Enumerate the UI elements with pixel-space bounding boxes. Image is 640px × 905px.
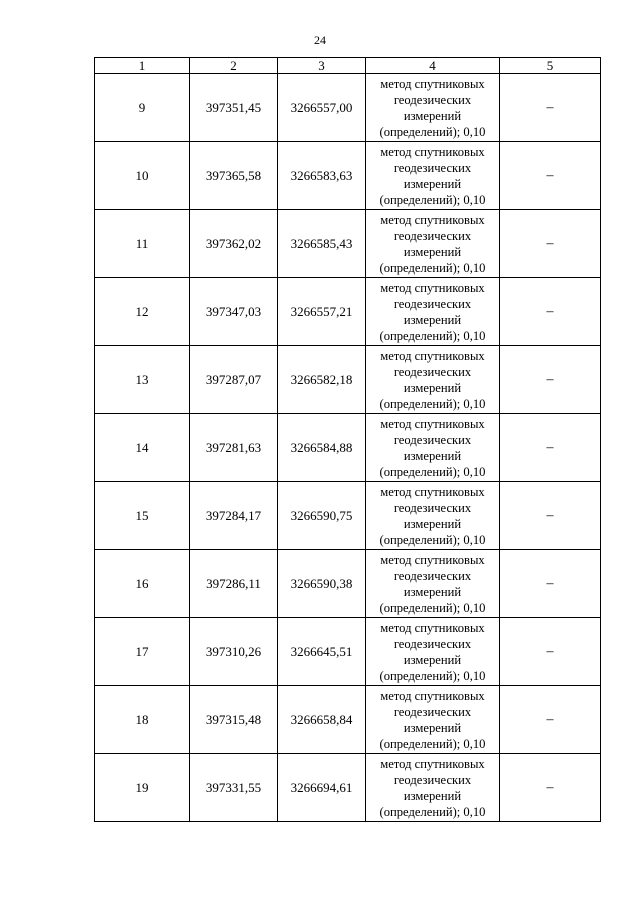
method-line: измерений	[403, 448, 462, 463]
method-line: (определений); 0,10	[379, 668, 486, 683]
method-line: (определений); 0,10	[379, 532, 486, 547]
method-line: метод спутниковых	[380, 484, 485, 499]
method-line: метод спутниковых	[380, 144, 485, 159]
method-line: метод спутниковых	[380, 416, 485, 431]
point-number-cell: 12	[95, 278, 190, 346]
point-number-cell: 11	[95, 210, 190, 278]
column-header: 4	[366, 58, 500, 74]
method-line: метод спутниковых	[380, 348, 485, 363]
method-cell	[366, 346, 500, 414]
method-cell	[366, 278, 500, 346]
note-cell: –	[500, 754, 601, 822]
x-coordinate-cell: 397331,55	[190, 754, 278, 822]
point-number-cell: 14	[95, 414, 190, 482]
table-row	[95, 550, 601, 618]
method-cell	[366, 618, 500, 686]
method-cell	[366, 686, 500, 754]
method-line: (определений); 0,10	[379, 260, 486, 275]
method-cell	[366, 550, 500, 618]
method-cell	[366, 482, 500, 550]
note-cell: –	[500, 278, 601, 346]
method-line: измерений	[403, 244, 462, 259]
method-cell	[366, 74, 500, 142]
method-cell	[366, 754, 500, 822]
coordinates-table	[94, 57, 601, 822]
method-line: измерений	[403, 788, 462, 803]
x-coordinate-cell: 397286,11	[190, 550, 278, 618]
method-line: геодезических	[393, 500, 472, 515]
table-row	[95, 142, 601, 210]
table-header-row	[95, 58, 601, 74]
method-line: измерений	[403, 176, 462, 191]
method-line: измерений	[403, 108, 462, 123]
table-row	[95, 686, 601, 754]
table-row	[95, 414, 601, 482]
method-line: геодезических	[393, 636, 472, 651]
column-header: 2	[190, 58, 278, 74]
method-line: (определений); 0,10	[379, 328, 486, 343]
note-cell: –	[500, 210, 601, 278]
x-coordinate-cell: 397351,45	[190, 74, 278, 142]
point-number-cell: 19	[95, 754, 190, 822]
column-header: 3	[278, 58, 366, 74]
column-header: 1	[95, 58, 190, 74]
point-number-cell: 17	[95, 618, 190, 686]
method-line: метод спутниковых	[380, 280, 485, 295]
method-line: метод спутниковых	[380, 212, 485, 227]
x-coordinate-cell: 397287,07	[190, 346, 278, 414]
method-line: метод спутниковых	[380, 620, 485, 635]
method-line: геодезических	[393, 704, 472, 719]
note-cell: –	[500, 482, 601, 550]
method-line: измерений	[403, 380, 462, 395]
table-row	[95, 482, 601, 550]
method-cell	[366, 414, 500, 482]
note-cell: –	[500, 618, 601, 686]
table-row	[95, 74, 601, 142]
y-coordinate-cell: 3266583,63	[278, 142, 366, 210]
method-line: геодезических	[393, 92, 472, 107]
method-line: геодезических	[393, 228, 472, 243]
y-coordinate-cell: 3266694,61	[278, 754, 366, 822]
method-line: (определений); 0,10	[379, 600, 486, 615]
method-line: (определений); 0,10	[379, 396, 486, 411]
y-coordinate-cell: 3266658,84	[278, 686, 366, 754]
y-coordinate-cell: 3266557,21	[278, 278, 366, 346]
table-row	[95, 618, 601, 686]
point-number-cell: 15	[95, 482, 190, 550]
table-row	[95, 278, 601, 346]
x-coordinate-cell: 397310,26	[190, 618, 278, 686]
note-cell: –	[500, 414, 601, 482]
note-cell: –	[500, 74, 601, 142]
method-line: (определений); 0,10	[379, 736, 486, 751]
method-cell	[366, 142, 500, 210]
table-row	[95, 754, 601, 822]
y-coordinate-cell: 3266582,18	[278, 346, 366, 414]
column-header: 5	[500, 58, 601, 74]
x-coordinate-cell: 397347,03	[190, 278, 278, 346]
method-line: геодезических	[393, 364, 472, 379]
method-cell	[366, 210, 500, 278]
method-line: (определений); 0,10	[379, 192, 486, 207]
note-cell: –	[500, 346, 601, 414]
method-line: (определений); 0,10	[379, 464, 486, 479]
table-row	[95, 346, 601, 414]
y-coordinate-cell: 3266584,88	[278, 414, 366, 482]
x-coordinate-cell: 397315,48	[190, 686, 278, 754]
method-line: метод спутниковых	[380, 552, 485, 567]
point-number-cell: 13	[95, 346, 190, 414]
table-row	[95, 210, 601, 278]
x-coordinate-cell: 397281,63	[190, 414, 278, 482]
method-line: измерений	[403, 652, 462, 667]
x-coordinate-cell: 397365,58	[190, 142, 278, 210]
method-line: метод спутниковых	[380, 76, 485, 91]
method-line: измерений	[403, 312, 462, 327]
method-line: (определений); 0,10	[379, 804, 486, 819]
point-number-cell: 18	[95, 686, 190, 754]
method-line: измерений	[403, 516, 462, 531]
y-coordinate-cell: 3266590,38	[278, 550, 366, 618]
y-coordinate-cell: 3266585,43	[278, 210, 366, 278]
note-cell: –	[500, 142, 601, 210]
point-number-cell: 10	[95, 142, 190, 210]
method-line: измерений	[403, 584, 462, 599]
x-coordinate-cell: 397284,17	[190, 482, 278, 550]
point-number-cell: 16	[95, 550, 190, 618]
method-line: геодезических	[393, 772, 472, 787]
method-line: геодезических	[393, 432, 472, 447]
method-line: геодезических	[393, 160, 472, 175]
y-coordinate-cell: 3266590,75	[278, 482, 366, 550]
method-line: метод спутниковых	[380, 756, 485, 771]
point-number-cell: 9	[95, 74, 190, 142]
y-coordinate-cell: 3266557,00	[278, 74, 366, 142]
method-line: геодезических	[393, 568, 472, 583]
method-line: (определений); 0,10	[379, 124, 486, 139]
x-coordinate-cell: 397362,02	[190, 210, 278, 278]
method-line: метод спутниковых	[380, 688, 485, 703]
method-line: измерений	[403, 720, 462, 735]
note-cell: –	[500, 550, 601, 618]
method-line: геодезических	[393, 296, 472, 311]
note-cell: –	[500, 686, 601, 754]
page-number: 24	[314, 33, 326, 47]
y-coordinate-cell: 3266645,51	[278, 618, 366, 686]
